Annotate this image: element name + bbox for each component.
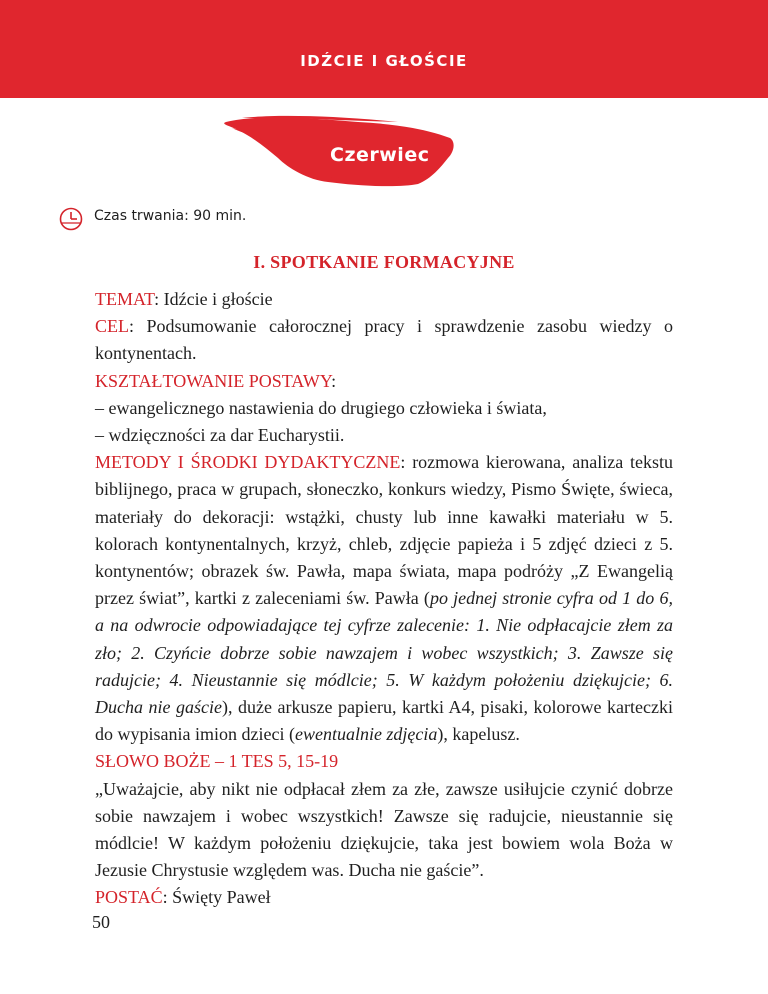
- postawy-item-1: – ewangelicznego nastawienia do drugiego człowieka i świata,: [95, 397, 547, 418]
- temat-line: [95, 286, 673, 313]
- metody-text-3: ), kapelusz.: [437, 724, 520, 745]
- cel-value: : Podsumowanie całorocznej pracy i sprawdzenie zasobu wiedzy o kontynentach.: [95, 316, 673, 364]
- temat-value: : Idźcie i głoście: [154, 289, 273, 309]
- section-title: I. SPOTKANIE FORMACYJNE: [253, 252, 515, 272]
- header-bar: [0, 0, 768, 98]
- metody-italic-1: po jednej stronie cyfra od 1 do 6, a na odwrocie odpowiadające tej cyfrze zalecenie: 1. Nie odpłacajcie złem za zło; 2. Czyńcie dobrze sobie nawzajem i wobec wszystkich; 3. Zawsze się radujcie; 4. Nieustannie się módlcie; 5. W każdym położeniu dziękujcie; 6. Ducha nie gaście: [95, 588, 673, 718]
- cel-label: CEL: [95, 316, 129, 337]
- lesson-content: [95, 286, 673, 912]
- temat-label: TEMAT: [95, 289, 155, 309]
- postawy-item-2: – wdzięczności za dar Eucharystii.: [95, 425, 345, 446]
- header-title: IDŹCIE I GŁOŚCIE: [300, 52, 468, 70]
- postac-label: POSTAĆ: [95, 887, 163, 908]
- page-number: 50: [92, 912, 110, 932]
- postawy-colon: :: [331, 370, 337, 391]
- metody-paragraph: [95, 449, 673, 748]
- metody-italic-2: ewentualnie zdjęcia: [294, 724, 438, 745]
- month-banner: [218, 108, 458, 190]
- postac-line: [95, 884, 673, 911]
- postawy-line: [95, 368, 673, 395]
- month-label: Czerwiec: [330, 144, 430, 166]
- postac-value: : Święty Paweł: [162, 887, 271, 908]
- clock-icon: [58, 206, 84, 232]
- slowo-label: SŁOWO BOŻE – 1 TES 5, 15-19: [95, 751, 339, 772]
- cel-paragraph: [95, 313, 673, 367]
- postawy-label: KSZTAŁTOWANIE POSTAWY: [95, 370, 332, 391]
- metody-text-2: ), duże arkusze papieru, kartki A4, pisaki, kolorowe karteczki do wypisania imion dzieci (: [95, 697, 674, 745]
- metody-label: METODY I ŚRODKI DYDAKTYCZNE: [95, 452, 401, 473]
- duration-text: Czas trwania: 90 min.: [94, 208, 247, 224]
- slowo-text: „Uważajcie, aby nikt nie odpłacał złem za złe, zawsze usiłujcie czynić dobrze sobie nawzajem i wobec wszystkich! Zawsze się radujcie, nieustannie się módlcie! W każdym położeniu dziękujcie, taka jest bowiem wola Boża w Jezusie Chrystusie względem was. Ducha nie gaście”.: [95, 778, 673, 881]
- metody-text-1: : rozmowa kierowana, analiza tekstu biblijnego, praca w grupach, słoneczko, konkurs wiedzy, Pismo Święte, świeca, materiały do dekoracji: wstążki, chusty lub inne kawałki materiału w 5. kolorach kontynentalnych, krzyż, chleb, zdjęcie papieża i 5 zdjęć dzieci z 5. kontynentów; obrazek św. Pawła, mapa świata, mapa podróży „Z Ewangelią przez świat”, kartki z zaleceniami św. Pawła (: [95, 452, 673, 609]
